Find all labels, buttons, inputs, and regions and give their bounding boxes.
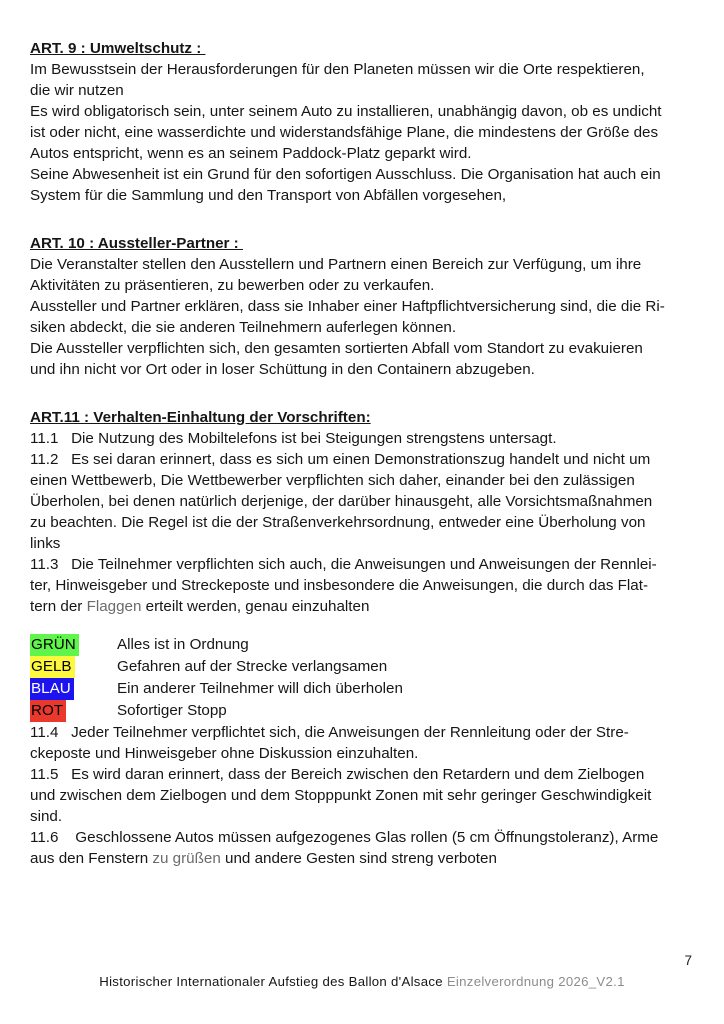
text-line: zu beachten. Die Regel ist die der Straßenverkehrsordnung, entweder eine Überholung von — [30, 514, 646, 531]
text-line: sind. — [30, 808, 63, 825]
flag-label-cell — [30, 700, 117, 722]
text-line: 11.2 Es sei daran erinnert, dass es sich um einen Demonstrationszug handelt und nicht um — [30, 451, 651, 468]
footer-title: Historischer Internationaler Aufstieg des Ballon d'Alsace — [99, 974, 443, 989]
text-line: 11.1 Die Nutzung des Mobiltelefons ist bei Steigungen strengstens untersagt. — [30, 430, 557, 447]
text-line: siken abdeckt, die sie anderen Teilnehmern auferlegen können. — [30, 319, 457, 336]
page-number: 7 — [684, 953, 692, 968]
text-line: und ihn nicht vor Ort oder in loser Schüttung in den Containern abzugeben. — [30, 361, 535, 378]
flag-row — [30, 678, 696, 700]
text-line: Überholen, bei denen natürlich derjenige, der darüber hinausgeht, alle Vorsichtsmaßnahmen — [30, 493, 653, 510]
flag-description: Sofortiger Stopp — [117, 702, 227, 719]
flag-row — [30, 656, 696, 678]
flag-description: Ein anderer Teilnehmer will dich überholen — [117, 680, 403, 697]
footer-version: Einzelverordnung 2026_V2.1 — [442, 974, 625, 989]
section-heading: ART. 9 : Umweltschutz : — [30, 40, 206, 57]
flag-label-cell — [30, 678, 117, 700]
text-line: Die Veranstalter stellen den Ausstellern und Partnern einen Bereich zur Verfügung, um ihre — [30, 256, 642, 273]
text-line: einen Wettbewerb, Die Wettbewerber verpflichten sich daher, einander bei den zulässigen — [30, 472, 635, 489]
text-line: Im Bewusstsein der Herausforderungen für den Planeten müssen wir die Orte respektieren, — [30, 61, 645, 78]
text-line: ckeposte und Hinweisgeber ohne Diskussion einzuhalten. — [30, 745, 419, 762]
section-spacer — [30, 206, 696, 233]
flag-label: GRÜN — [30, 634, 79, 656]
flag-label: GELB — [30, 656, 75, 678]
text-line: 11.3 Die Teilnehmer verpflichten sich auch, die Anweisungen und Anweisungen der Rennlei- — [30, 556, 657, 573]
flag-label: BLAU — [30, 678, 74, 700]
text-line: ter, Hinweisgeber und Streckeposte und insbesondere die Anweisungen, die durch das Flat- — [30, 577, 649, 594]
text-line: Autos entspricht, wenn es an seinem Paddock-Platz geparkt wird. — [30, 145, 472, 162]
section-spacer — [30, 617, 696, 634]
document-content — [30, 38, 696, 869]
muted-text: zu grüßen — [152, 850, 221, 867]
flag-row — [30, 634, 696, 656]
text-segment: erteilt werden, genau einzuhalten — [141, 598, 370, 615]
text-segment: und andere Gesten sind streng verboten — [220, 850, 497, 867]
flag-row — [30, 700, 696, 722]
text-line: die wir nutzen — [30, 82, 124, 99]
text-line: System für die Sammlung und den Transport von Abfällen vorgesehen, — [30, 187, 507, 204]
section-heading: ART. 10 : Aussteller-Partner : — [30, 235, 243, 252]
muted-text: Flaggen — [86, 598, 142, 615]
flag-label-cell — [30, 634, 117, 656]
text-segment: tern der — [30, 598, 87, 615]
text-line: Seine Abwesenheit ist ein Grund für den sofortigen Ausschluss. Die Organisation hat auch ein — [30, 166, 661, 183]
flag-label-cell — [30, 656, 117, 678]
text-line: Aussteller und Partner erklären, dass sie Inhaber einer Haftpflichtversicherung sind, die die Ri- — [30, 298, 665, 315]
flag-label: ROT — [30, 700, 66, 722]
text-line: 11.5 Es wird daran erinnert, dass der Bereich zwischen den Retardern und dem Zielbogen — [30, 766, 645, 783]
flag-description: Alles ist in Ordnung — [117, 636, 249, 653]
flag-description: Gefahren auf der Strecke verlangsamen — [117, 658, 388, 675]
text-line: und zwischen dem Zielbogen und dem Stopppunkt Zonen mit sehr geringer Geschwindigkeit — [30, 787, 652, 804]
text-line: Die Aussteller verpflichten sich, den gesamten sortierten Abfall vom Standort zu evakuieren — [30, 340, 643, 357]
section-spacer — [30, 380, 696, 407]
section-heading: ART.11 : Verhalten-Einhaltung der Vorschriften: — [30, 409, 371, 426]
text-line — [30, 848, 696, 869]
text-segment: aus den Fenstern — [30, 850, 153, 867]
text-line: Es wird obligatorisch sein, unter seinem Auto zu installieren, unabhängig davon, ob es undicht — [30, 103, 662, 120]
text-line: Aktivitäten zu präsentieren, zu bewerben oder zu verkaufen. — [30, 277, 435, 294]
footer — [0, 973, 724, 990]
text-line: 11.4 Jeder Teilnehmer verpflichtet sich, die Anweisungen der Rennleitung oder der Stre- — [30, 724, 629, 741]
text-line: ist oder nicht, eine wasserdichte und widerstandsfähige Plane, die mindestens der Größe des — [30, 124, 659, 141]
text-line: 11.6 Geschlossene Autos müssen aufgezogenes Glas rollen (5 cm Öffnungstoleranz), Arme — [30, 829, 659, 846]
text-line: links — [30, 535, 61, 552]
text-line — [30, 596, 696, 617]
